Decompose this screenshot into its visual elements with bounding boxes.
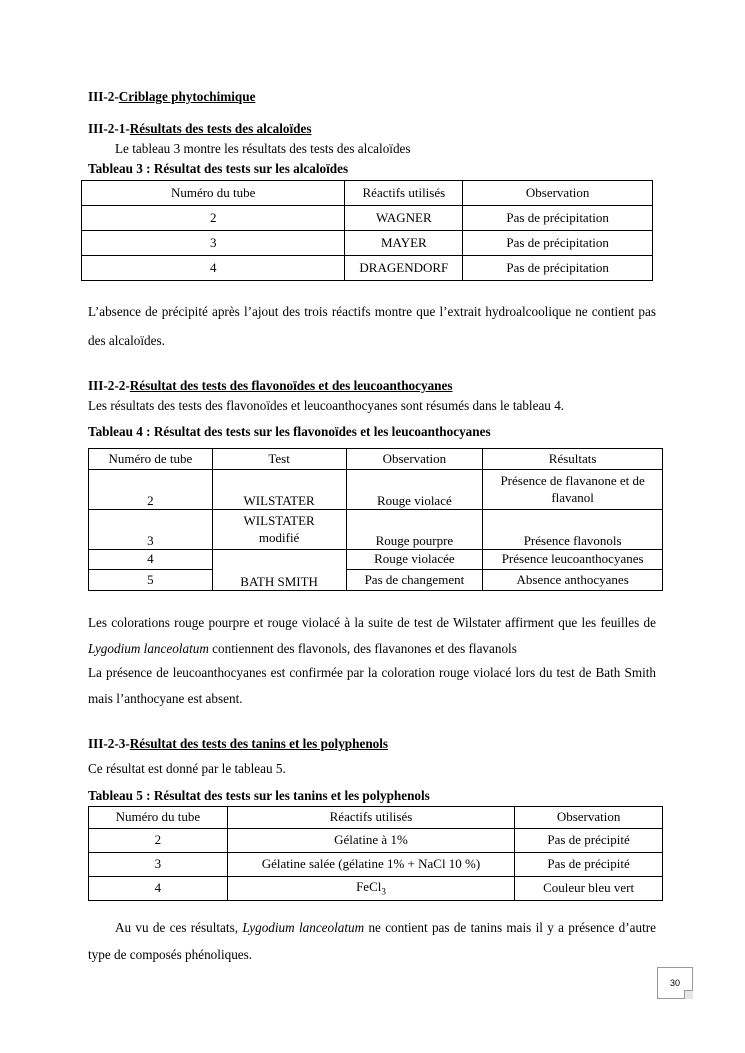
table-row: 4 DRAGENDORF Pas de précipitation <box>82 256 653 281</box>
alkaloids-conclusion: L’absence de précipité après l’ajout des trois réactifs montre que l’extrait hydroalcoolique ne contient pas des alcaloïdes. <box>88 304 656 348</box>
tannins-intro: Ce résultat est donné par le tableau 5. <box>88 761 286 776</box>
table-row: 3 WILSTATER modifié Rouge pourpre Présence flavonols <box>89 510 663 550</box>
table-4 <box>88 448 663 591</box>
table-row: 3 Gélatine salée (gélatine 1% + NaCl 10 %) Pas de précipité <box>89 853 663 877</box>
table5-caption: Tableau 5 : Résultat des tests sur les tanins et les polyphenols <box>88 788 430 803</box>
table-3 <box>81 180 653 281</box>
subsection-heading-alkaloids: III-2-1-Résultats des tests des alcaloïdes <box>88 121 312 136</box>
table-row: 5 Pas de changement Absence anthocyanes <box>89 570 663 591</box>
table-row: 2 WAGNER Pas de précipitation <box>82 206 653 231</box>
leucoanthocyanes-discussion: La présence de leucoanthocyanes est confirmée par la coloration rouge violacé lors du test de Bath Smith mais l’anthocyane est absent. <box>88 665 656 706</box>
table-row: 2 WILSTATER Rouge violacé Présence de flavanone et de flavanol <box>89 470 663 510</box>
page-number: 30 <box>657 967 693 999</box>
flavonoids-discussion: Les colorations rouge pourpre et rouge violacé à la suite de test de Wilstater affirment que les feuilles de Lygodium lanceolatum contiennent des flavonols, des flavanones et des flavanols <box>88 615 656 656</box>
table-row: 2 Gélatine à 1% Pas de précipité <box>89 829 663 853</box>
table-5 <box>88 806 663 901</box>
alkaloids-intro: Le tableau 3 montre les résultats des tests des alcaloïdes <box>115 141 411 156</box>
table-header-row: Numéro du tube Réactifs utilisés Observation <box>82 181 653 206</box>
table3-caption: Tableau 3 : Résultat des tests sur les alcaloïdes <box>88 161 349 176</box>
table4-caption: Tableau 4 : Résultat des tests sur les flavonoïdes et les leucoanthocyanes <box>88 424 491 439</box>
subsection-heading-tannins: III-2-3-Résultat des tests des tanins et les polyphenols <box>88 736 389 751</box>
section-heading: III-2-Criblage phytochimique <box>88 89 256 104</box>
tannins-conclusion: Au vu de ces résultats, Lygodium lanceolatum ne contient pas de tanins mais il y a présence d’autre type de composés phénoliques. <box>88 920 656 962</box>
table-header-row: Numéro de tube Test Observation Résultats <box>89 449 663 470</box>
table-header-row: Numéro du tube Réactifs utilisés Observation <box>89 807 663 829</box>
table-row: 4 FeCl$_3$ Couleur bleu vert <box>89 877 663 901</box>
subsection-heading-flavonoids: III-2-2-Résultat des tests des flavonoïdes et des leucoanthocyanes <box>88 378 453 393</box>
table-row: 4 BATH SMITH Rouge violacée Présence leucoanthocyanes <box>89 550 663 570</box>
table-row: 3 MAYER Pas de précipitation <box>82 231 653 256</box>
flavonoids-intro: Les résultats des tests des flavonoïdes et leucoanthocyanes sont résumés dans le tableau 4. <box>88 398 565 413</box>
